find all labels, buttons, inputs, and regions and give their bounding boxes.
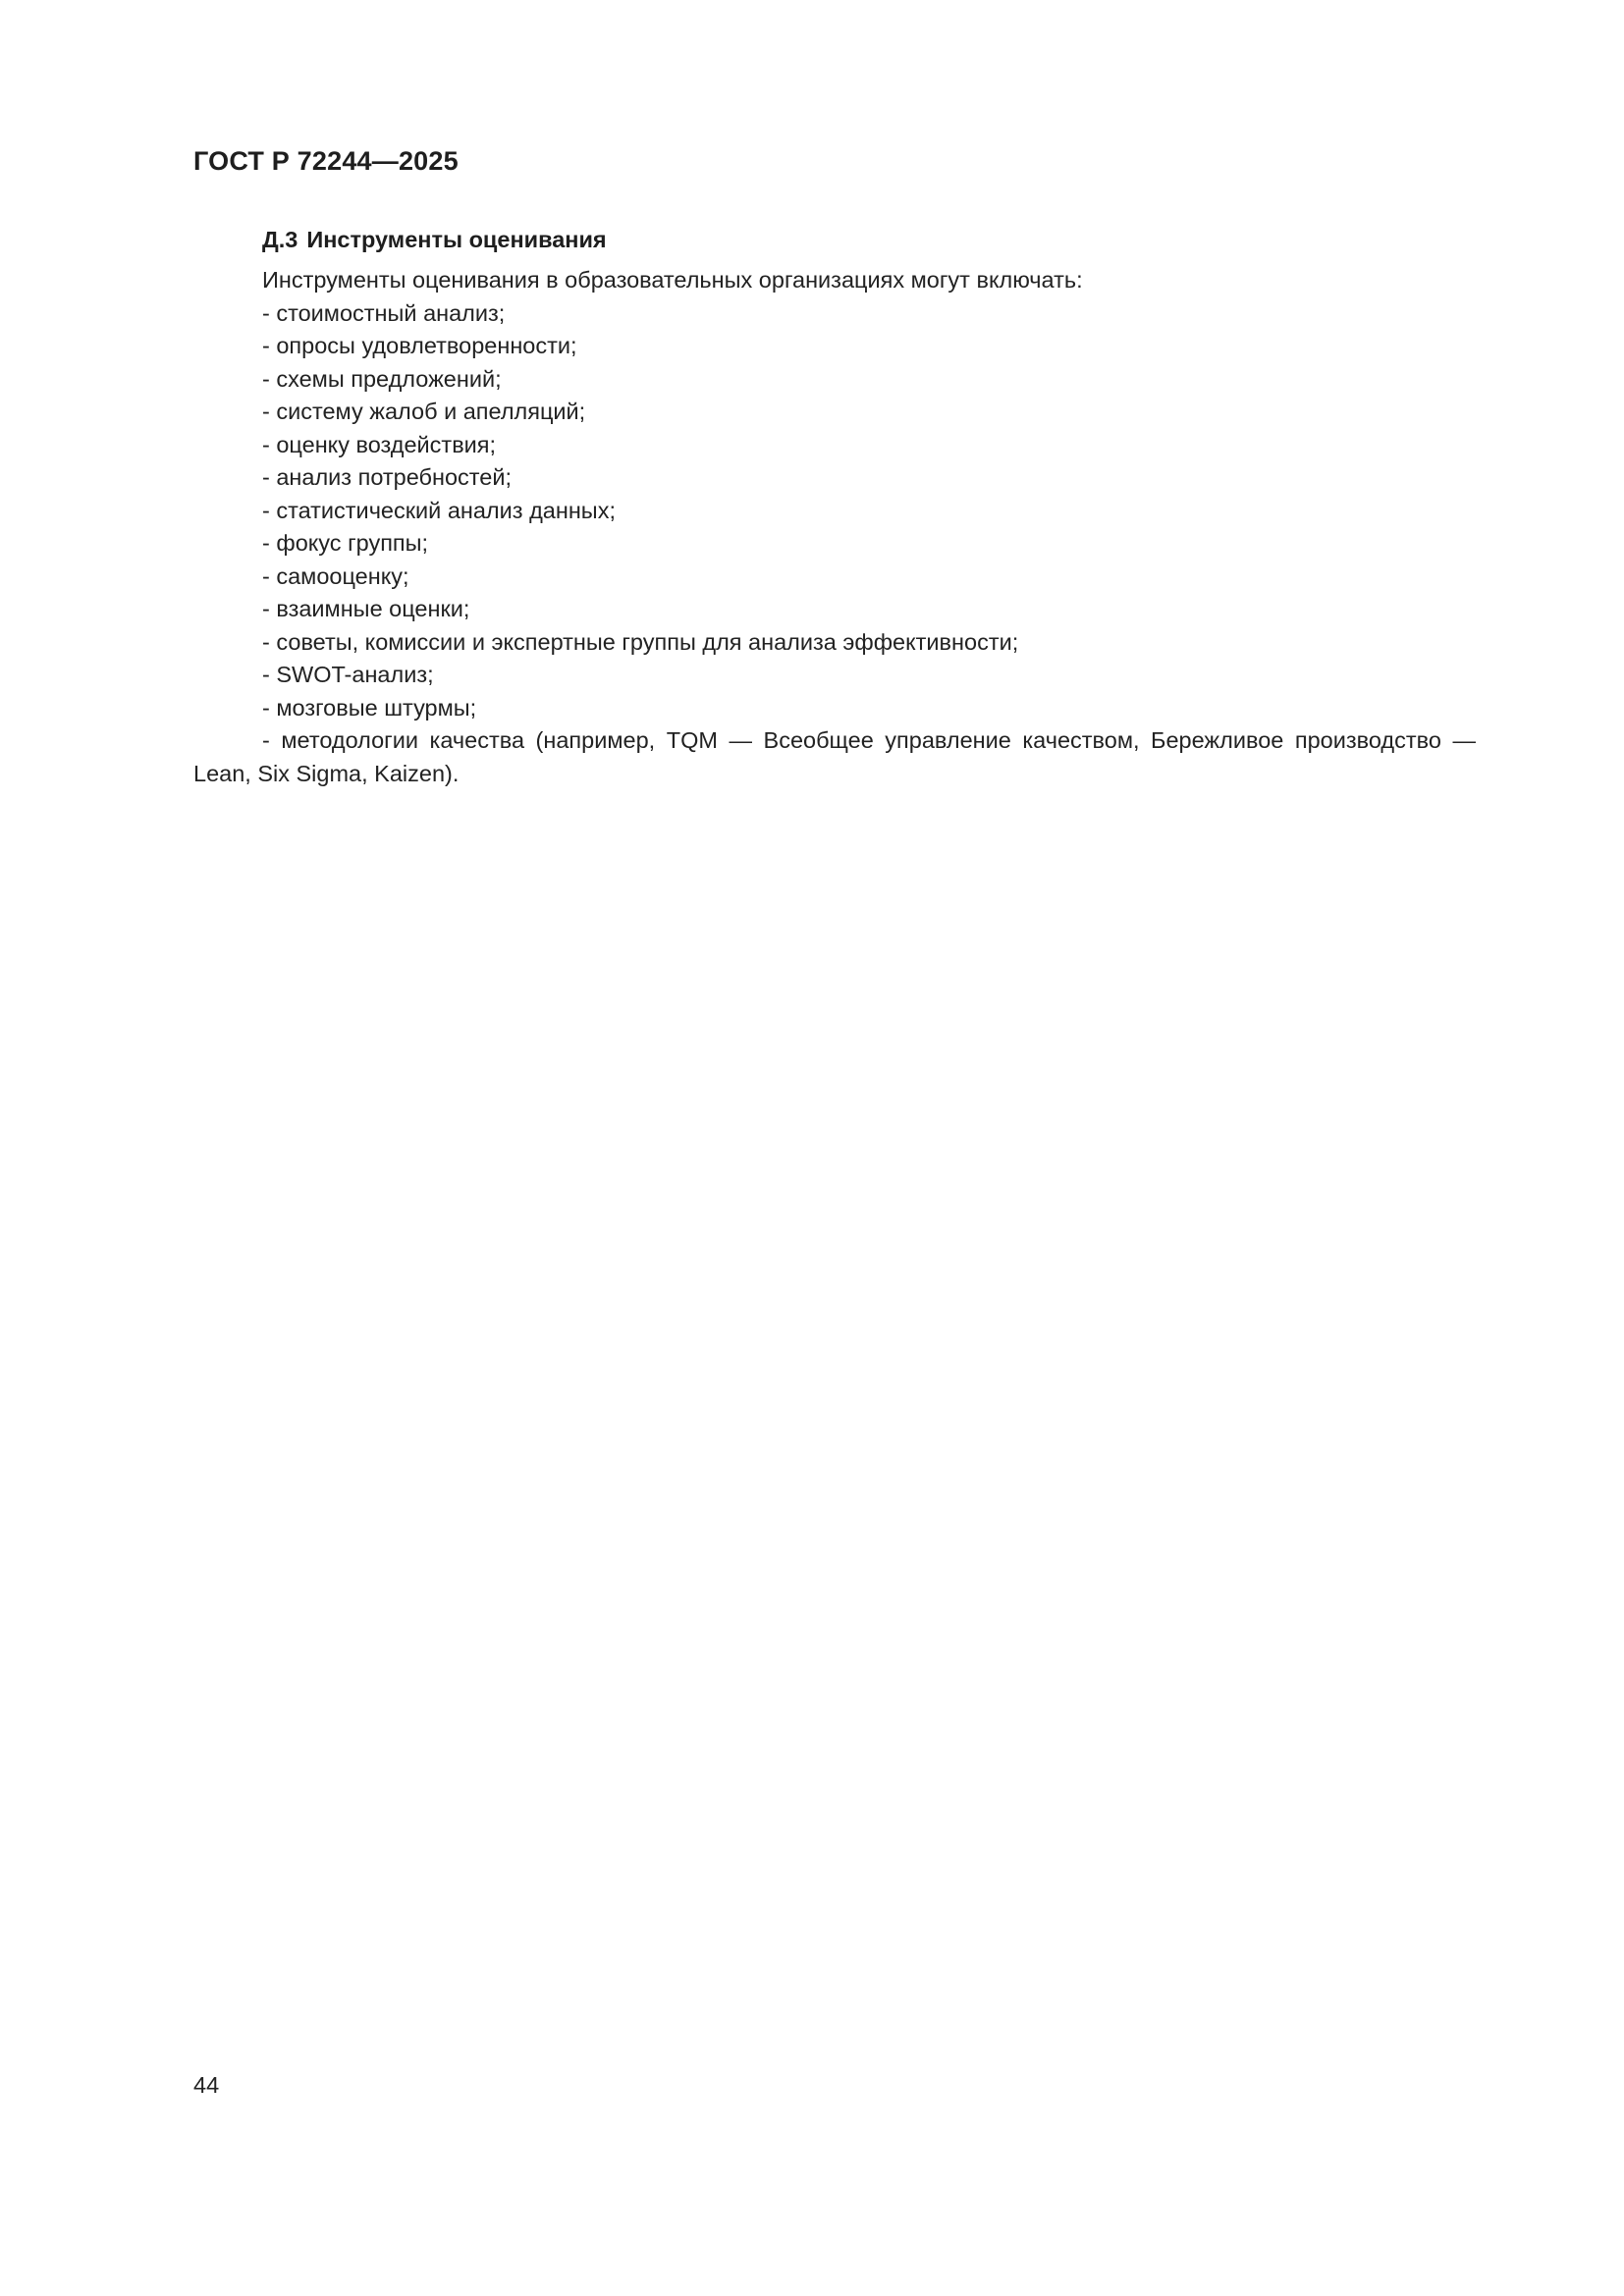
list-item: - мозговые штурмы;	[262, 694, 477, 721]
list-item: - методологии качества (например, TQM — Всеобщее управление качеством, Бережливое производство — Lean, Six Sigma, Kaizen).	[193, 727, 1476, 786]
list-item: - фокус группы;	[262, 530, 429, 556]
list-item: - схемы предложений;	[262, 365, 502, 392]
list-item: - стоимостный анализ;	[262, 299, 506, 326]
list-item: - анализ потребностей;	[262, 464, 513, 490]
section-title: Инструменты оценивания	[306, 227, 607, 252]
page-number: 44	[193, 2072, 220, 2098]
list-item: - статистический анализ данных;	[262, 497, 616, 523]
list-item: - систему жалоб и апелляций;	[262, 399, 586, 424]
section-intro: Инструменты оценивания в образовательных организациях могут включать:	[262, 267, 1083, 293]
list-item: - советы, комиссии и экспертные группы для анализа эффективности;	[262, 628, 1019, 655]
section-heading	[262, 224, 1476, 255]
assessment-tools-list	[193, 297, 1476, 791]
list-item: - самооценку;	[262, 562, 409, 589]
list-item: - оценку воздействия;	[262, 431, 497, 457]
document-header: ГОСТ Р 72244—2025	[193, 146, 459, 176]
section-number: Д.3	[262, 227, 298, 252]
list-item: - взаимные оценки;	[262, 596, 470, 621]
page-content	[193, 224, 1476, 790]
list-item: - SWOT-анализ;	[262, 662, 434, 687]
list-item: - опросы удовлетворенности;	[262, 333, 577, 358]
